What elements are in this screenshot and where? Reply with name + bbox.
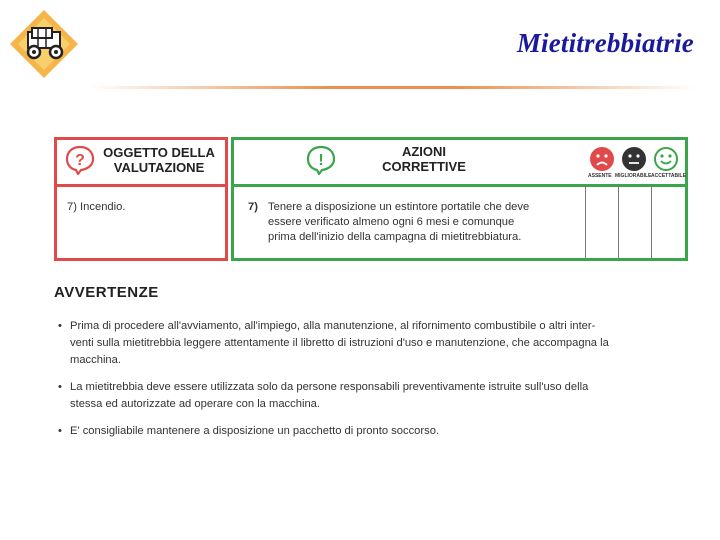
rating-columns bbox=[585, 140, 685, 258]
warning-line: venti sulla mietitrebbia leggere attentamente il libretto di istruzioni d'uso e manutenzione, che accompagna la bbox=[70, 337, 609, 349]
heading-line: AZIONI bbox=[401, 144, 447, 159]
rating-label-absent: ASSENTE bbox=[588, 173, 612, 179]
assessment-object-card bbox=[54, 137, 228, 261]
warning-line: • Prima di procedere all'avviamento, all'impiego, alla manutenzione, al rifornimento combustibile o altri inter- bbox=[70, 320, 596, 332]
item-line: essere verificato almeno ogni 6 mesi e comunque bbox=[268, 216, 515, 228]
title-divider bbox=[88, 86, 698, 89]
warning-line: stessa ed autorizzate ad operare con la macchina. bbox=[70, 398, 320, 410]
corrective-actions-heading bbox=[344, 144, 504, 174]
assessment-object-heading bbox=[101, 145, 217, 175]
exclamation-mark-icon bbox=[306, 145, 336, 175]
assessment-object-header bbox=[57, 140, 225, 187]
rating-label-improvable: MIGLIORABILE bbox=[615, 173, 652, 179]
corrective-actions-card bbox=[231, 137, 688, 261]
rating-column-divider bbox=[618, 184, 619, 258]
rating-column-divider bbox=[651, 184, 652, 258]
item-line: prima dell'inizio della campagna di mietitrebbiatura. bbox=[268, 231, 522, 243]
warnings-heading: AVVERTENZE bbox=[54, 284, 159, 301]
page-title: Mietitrebbiatrie bbox=[516, 28, 694, 58]
rating-column-divider bbox=[585, 184, 586, 258]
warning-item bbox=[58, 318, 690, 369]
neutral-face-icon bbox=[621, 146, 647, 172]
warnings-list bbox=[58, 318, 690, 450]
heading-line: OGGETTO DELLA bbox=[103, 145, 215, 160]
rating-label-acceptable: ACCETTABILE bbox=[651, 173, 686, 179]
heading-line: CORRETTIVE bbox=[382, 159, 466, 174]
warning-item bbox=[58, 379, 690, 413]
svg-text:?: ? bbox=[75, 152, 85, 169]
happy-face-icon bbox=[653, 146, 679, 172]
hazard-item: 7) Incendio. bbox=[67, 201, 126, 213]
tractor-logo-icon bbox=[8, 8, 80, 80]
warning-line: macchina. bbox=[70, 354, 121, 366]
svg-text:!: ! bbox=[318, 152, 324, 169]
sad-face-icon bbox=[589, 146, 615, 172]
warning-item bbox=[58, 423, 690, 440]
heading-line: VALUTAZIONE bbox=[113, 160, 205, 175]
warning-line: • E' consigliabile mantenere a disposizione un pacchetto di pronto soccorso. bbox=[70, 425, 440, 437]
item-number: 7) bbox=[248, 201, 258, 213]
item-line: Tenere a disposizione un estintore portatile che deve bbox=[268, 201, 530, 213]
warning-line: • La mietitrebbia deve essere utilizzata solo da persone responsabili preventivamente istruite sull'uso della bbox=[70, 381, 589, 393]
item-body bbox=[268, 200, 598, 245]
question-mark-icon bbox=[65, 145, 95, 175]
